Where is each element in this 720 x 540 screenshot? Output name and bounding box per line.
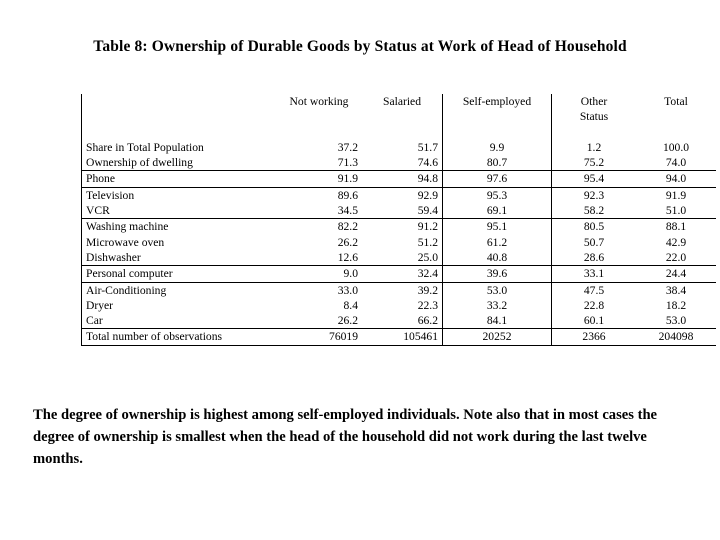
cell-self-employed: 40.8 — [443, 250, 552, 266]
cell-total: 100.0 — [662, 140, 690, 154]
cell-total: 18.2 — [665, 298, 687, 312]
table-row — [82, 155, 717, 171]
cell-self-employed: 53.0 — [443, 282, 552, 298]
cell-not-working: 91.9 — [276, 171, 362, 187]
cell-self-employed: 95.1 — [443, 219, 552, 235]
cell-self-employed: 20252 — [443, 329, 552, 345]
cell-not-working: 89.6 — [337, 188, 358, 202]
cell-other-status: 95.4 — [552, 171, 637, 187]
cell-salaried: 51.2 — [417, 235, 438, 249]
cell-self-employed: 33.2 — [443, 298, 552, 313]
cell-other-status: 50.7 — [583, 235, 605, 249]
row-label: Air-Conditioning — [82, 282, 277, 298]
cell-total: 91.9 — [665, 188, 687, 202]
cell-salaried: 92.9 — [417, 188, 438, 202]
cell-salaried: 91.2 — [417, 220, 438, 234]
table-row — [82, 313, 717, 329]
table-row — [82, 298, 717, 313]
column-header-not-working-line2 — [276, 109, 362, 124]
cell-not-working: 76019 — [276, 329, 362, 345]
cell-salaried: 51.7 — [417, 140, 438, 154]
cell-not-working: 26.2 — [337, 235, 358, 249]
cell-salaried: 25.0 — [362, 250, 443, 266]
spacer-cell-self-employed — [443, 125, 552, 140]
cell-self-employed: 97.6 — [443, 171, 552, 187]
cell-total: 51.0 — [636, 203, 716, 219]
table-row — [82, 329, 717, 345]
cell-salaried: 39.2 — [417, 283, 438, 297]
column-header-total: Total — [664, 95, 688, 108]
cell-not-working: 26.2 — [276, 313, 362, 329]
table-header-row-1 — [82, 94, 717, 109]
table-row — [82, 187, 717, 203]
cell-total: 94.0 — [636, 171, 716, 187]
table-header — [82, 94, 717, 125]
table-body — [82, 125, 717, 346]
cell-self-employed: 80.7 — [443, 155, 552, 171]
cell-self-employed: 95.3 — [443, 187, 552, 203]
cell-self-employed: 61.2 — [443, 235, 552, 250]
table-row — [82, 171, 717, 187]
column-header-row-label — [82, 94, 277, 109]
column-header-row-label-line2 — [82, 109, 277, 124]
spacer-cell-label — [82, 125, 277, 140]
cell-salaried: 66.2 — [362, 313, 443, 329]
cell-other-status: 60.1 — [552, 313, 637, 329]
cell-not-working: 9.0 — [276, 266, 362, 282]
cell-not-working: 12.6 — [276, 250, 362, 266]
cell-salaried: 59.4 — [362, 203, 443, 219]
cell-total: 74.0 — [636, 155, 716, 171]
row-label: Car — [82, 313, 277, 329]
cell-total: 42.9 — [665, 235, 687, 249]
page-title: Table 8: Ownership of Durable Goods by Status at Work of Head of Household — [93, 38, 627, 55]
row-label: Washing machine — [82, 219, 277, 235]
cell-total: 204098 — [636, 329, 716, 345]
cell-other-status: 80.5 — [583, 220, 605, 234]
cell-not-working: 33.0 — [337, 283, 358, 297]
row-label: Total number of observations — [82, 329, 277, 345]
table-row — [82, 140, 717, 155]
cell-not-working: 34.5 — [276, 203, 362, 219]
table-row — [82, 219, 717, 235]
table-header-row-2 — [82, 109, 717, 124]
spacer-cell-total — [636, 125, 716, 140]
row-label: Dryer — [82, 298, 277, 313]
table-row — [82, 250, 717, 266]
cell-total: 22.0 — [636, 250, 716, 266]
cell-not-working: 37.2 — [337, 140, 358, 154]
column-header-salaried-line2 — [362, 109, 443, 124]
cell-salaried: 105461 — [362, 329, 443, 345]
row-label: Phone — [82, 171, 277, 187]
cell-not-working: 82.2 — [337, 220, 358, 234]
column-header-not-working: Not working — [289, 95, 349, 108]
cell-salaried: 32.4 — [362, 266, 443, 282]
cell-salaried: 22.3 — [417, 298, 438, 312]
column-header-other-status-line2: Status — [579, 110, 609, 124]
column-header-self-employed-line2 — [443, 109, 552, 124]
table-spacer-row — [82, 125, 717, 140]
cell-other-status: 28.6 — [552, 250, 637, 266]
cell-other-status: 75.2 — [552, 155, 637, 171]
cell-salaried: 94.8 — [362, 171, 443, 187]
cell-other-status: 47.5 — [583, 283, 605, 297]
row-label: Ownership of dwelling — [82, 155, 277, 171]
column-header-total-line2 — [636, 109, 716, 124]
cell-self-employed: 9.9 — [443, 140, 552, 155]
table-row — [82, 235, 717, 250]
cell-not-working: 71.3 — [276, 155, 362, 171]
spacer-cell-salaried — [362, 125, 443, 140]
row-label: Microwave oven — [82, 235, 277, 250]
spacer-cell-not-working — [276, 125, 362, 140]
cell-total: 24.4 — [636, 266, 716, 282]
cell-other-status: 22.8 — [583, 298, 605, 312]
durable-goods-table — [81, 94, 716, 346]
cell-other-status: 1.2 — [586, 140, 602, 154]
row-label: VCR — [82, 203, 277, 219]
cell-self-employed: 69.1 — [443, 203, 552, 219]
cell-total: 53.0 — [636, 313, 716, 329]
column-header-salaried: Salaried — [383, 95, 421, 108]
row-label: Personal computer — [82, 266, 277, 282]
row-label: Share in Total Population — [82, 140, 277, 155]
table-row — [82, 282, 717, 298]
table-row — [82, 266, 717, 282]
spacer-cell-other-status — [552, 125, 637, 140]
cell-not-working: 8.4 — [343, 298, 358, 312]
cell-self-employed: 84.1 — [443, 313, 552, 329]
row-label: Television — [82, 187, 277, 203]
cell-other-status: 58.2 — [552, 203, 637, 219]
table-container — [81, 94, 694, 346]
cell-other-status: 33.1 — [552, 266, 637, 282]
column-header-self-employed: Self-employed — [443, 94, 552, 109]
row-label: Dishwasher — [82, 250, 277, 266]
cell-self-employed: 39.6 — [443, 266, 552, 282]
cell-total: 88.1 — [665, 220, 687, 234]
body-paragraph: The degree of ownership is highest among self-employed individuals. Note also that in most cases the degree of ownership is smallest when the head of the household did not work during the last twelve months. — [33, 407, 658, 467]
cell-salaried: 74.6 — [362, 155, 443, 171]
cell-other-status: 2366 — [552, 329, 637, 345]
cell-other-status: 92.3 — [583, 188, 605, 202]
cell-total: 38.4 — [665, 283, 687, 297]
table-row — [82, 203, 717, 219]
column-header-other-status: Other — [580, 95, 608, 108]
